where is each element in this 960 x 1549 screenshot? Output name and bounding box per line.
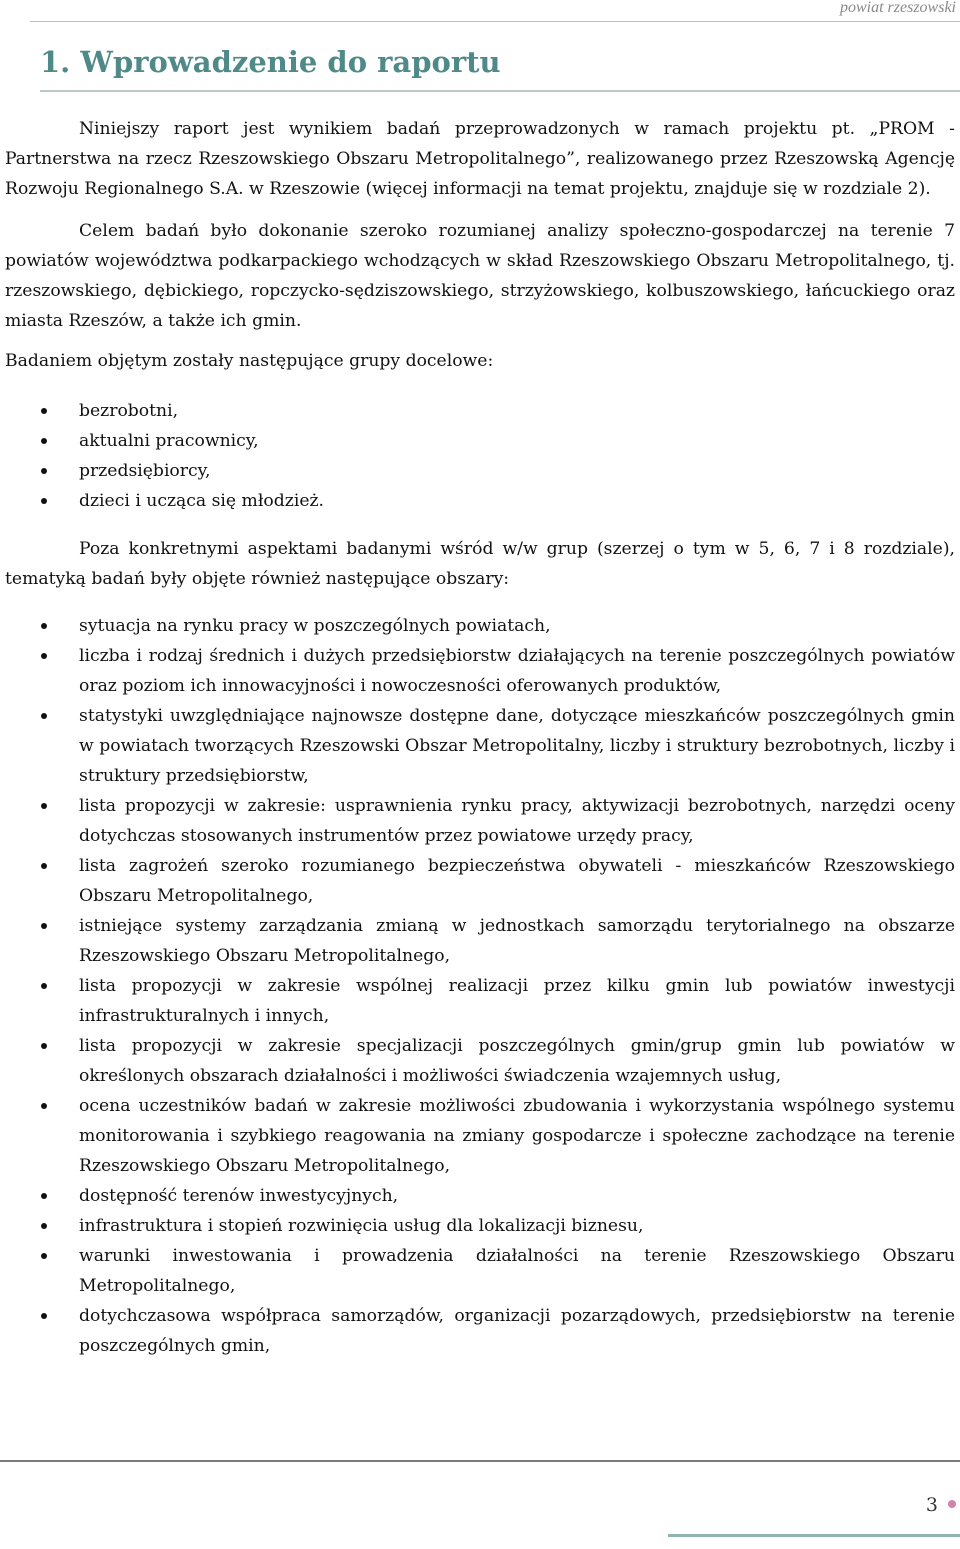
list-item [5,791,955,851]
list-item [5,1181,955,1211]
list-item-text: przedsiębiorcy, [79,461,211,481]
bullet-icon [41,713,47,719]
list-item [5,486,955,516]
bullet-icon [41,468,47,474]
goal-paragraph: Celem badań było dokonanie szeroko rozumianej analizy społeczno-gospodarczej na terenie 7 powiatów województwa podkarpackiego wchodzących w skład Rzeszowskiego Obszaru Metropolitalnego, tj. rzeszowskiego, dębickiego, ropczycko-sędziszowskiego, strzyżowskiego, kolbuszowskiego, łańcuckiego oraz miasta Rzeszów, a także ich gmin. [5,221,955,331]
bullet-icon [41,1043,47,1049]
running-header: powiat rzeszowski [839,0,956,16]
list-item-text: lista propozycji w zakresie wspólnej realizacji przez kilku gmin lub powiatów inwestycji infrastrukturalnych i innych, [79,976,955,1026]
bullet-icon [41,1193,47,1199]
bullet-icon [41,863,47,869]
list-item-text: lista propozycji w zakresie: usprawnienia rynku pracy, aktywizacji bezrobotnych, narzędzi oceny dotychczas stosowanych instrumentów przez powiatowe urzędy pracy, [79,796,955,846]
list-item-text: infrastruktura i stopień rozwinięcia usług dla lokalizacji biznesu, [79,1216,644,1236]
list-item [5,911,955,971]
list-item-text: ocena uczestników badań w zakresie możliwości zbudowania i wykorzystania wspólnego systemu monitorowania i szybkiego reagowania na zmiany gospodarcze i społeczne zachodzące na terenie Rzeszowskiego Obszaru Metropolitalnego, [79,1096,955,1176]
bullet-icon [41,1313,47,1319]
list-item-text: dotychczasowa współpraca samorządów, organizacji pozarządowych, przedsiębiorstw na terenie poszczególnych gmin, [79,1306,955,1356]
bullet-icon [41,438,47,444]
bullet-icon [41,408,47,414]
list-item [5,701,955,791]
footer-rule [0,1460,960,1462]
footer-bar [668,1534,960,1537]
bullet-icon [41,1253,47,1259]
list-item [5,456,955,486]
section-title: 1. Wprowadzenie do raportu [40,45,501,79]
list-item-text: lista zagrożeń szeroko rozumianego bezpieczeństwa obywateli - mieszkańców Rzeszowskiego Obszaru Metropolitalnego, [79,856,955,906]
list-item [5,851,955,911]
bullet-icon [41,653,47,659]
bullet-icon [41,498,47,504]
areas-lead-paragraph: Poza konkretnymi aspektami badanymi wśród w/w grup (szerzej o tym w 5, 6, 7 i 8 rozdziale), tematyką badań były objęte również następujące obszary: [5,539,955,589]
bullet-icon [41,803,47,809]
list-item-text: bezrobotni, [79,401,179,421]
bullet-icon [41,1103,47,1109]
list-item [5,426,955,456]
bullet-icon [41,983,47,989]
list-item-text: dzieci i ucząca się młodzież. [79,491,325,511]
page-number: 3 [925,1494,938,1516]
list-item [5,1301,955,1361]
list-item [5,1031,955,1091]
list-item-text: statystyki uwzględniające najnowsze dostępne dane, dotyczące mieszkańców poszczególnych gmin w powiatach tworzących Rzeszowski Obszar Metropolitalny, liczby i struktury bezrobotnych, liczby i struktury przedsiębiorstw, [79,706,955,786]
bullet-icon [41,1223,47,1229]
groups-lead-paragraph: Badaniem objętym zostały następujące grupy docelowe: [5,351,494,371]
list-item-text: lista propozycji w zakresie specjalizacji poszczególnych gmin/grup gmin lub powiatów w określonych obszarach działalności i możliwości świadczenia wzajemnych usług, [79,1036,955,1086]
list-item [5,611,955,641]
document-body [5,114,955,1361]
intro-paragraph: Niniejszy raport jest wynikiem badań przeprowadzonych w ramach projektu pt. „PROM - Partnerstwa na rzecz Rzeszowskiego Obszaru Metropolitalnego”, realizowanego przez Rzeszowską Agencję Rozwoju Regionalnego S.A. w Rzeszowie (więcej informacji na temat projektu, znajduje się w rozdziale 2). [5,119,955,199]
list-item [5,1241,955,1301]
list-item [5,641,955,701]
list-item [5,396,955,426]
header-rule [30,21,960,22]
list-item-text: warunki inwestowania i prowadzenia działalności na terenie Rzeszowskiego Obszaru Metropolitalnego, [79,1246,955,1296]
page-dot-icon [948,1500,956,1508]
list-item [5,971,955,1031]
target-groups-list [5,396,955,516]
bullet-icon [41,623,47,629]
list-item [5,1091,955,1181]
title-rule [40,90,960,92]
list-item-text: istniejące systemy zarządzania zmianą w jednostkach samorządu terytorialnego na obszarze Rzeszowskiego Obszaru Metropolitalnego, [79,916,955,966]
list-item-text: aktualni pracownicy, [79,431,259,451]
research-areas-list [5,611,955,1361]
list-item-text: dostępność terenów inwestycyjnych, [79,1186,399,1206]
list-item [5,1211,955,1241]
bullet-icon [41,923,47,929]
list-item-text: liczba i rodzaj średnich i dużych przedsiębiorstw działających na terenie poszczególnych powiatów oraz poziom ich innowacyjności i nowoczesności oferowanych produktów, [79,646,955,696]
list-item-text: sytuacja na rynku pracy w poszczególnych powiatach, [79,616,551,636]
